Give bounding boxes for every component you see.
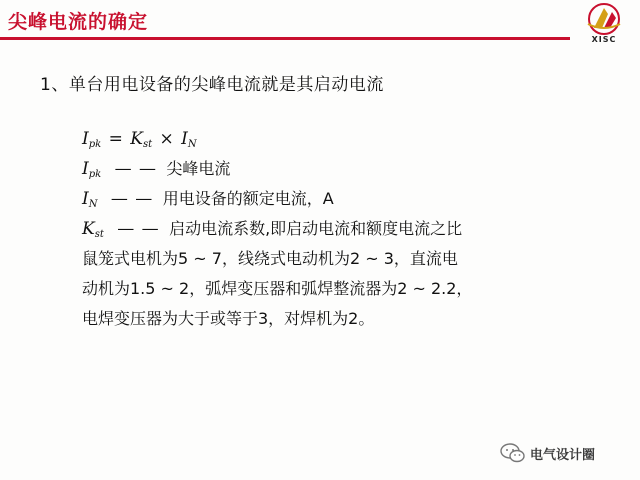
definition-symbol: I: [82, 189, 89, 209]
definition-ipk: [82, 154, 602, 184]
continuation-line: [82, 274, 602, 304]
logo-text: XISC: [591, 35, 617, 44]
definition-subscript: pk: [88, 169, 102, 180]
definition-kst: [82, 214, 602, 244]
formula-in-symbol: I: [181, 129, 188, 149]
continuation-line: [82, 244, 602, 274]
definition-dash: — —: [110, 189, 154, 209]
formula-line: [82, 124, 602, 154]
formula-k-symbol: K: [130, 129, 143, 149]
title-underline: [0, 37, 570, 40]
section-heading: 1、单台用电设备的尖峰电流就是其启动电流: [40, 75, 384, 95]
watermark: [500, 440, 630, 468]
continuation-text: 电焊变压器为大于或等于3，对焊机为2。: [82, 309, 375, 328]
definition-subscript: N: [88, 199, 98, 210]
definition-text: 用电设备的额定电流，A: [162, 189, 334, 208]
definition-symbol: K: [82, 219, 95, 239]
slide-title: 尖峰电流的确定: [8, 11, 149, 33]
definition-subscript: st: [94, 229, 104, 240]
logo-emblem-icon: [574, 2, 634, 36]
continuation-text: 动机为1.5 ~ 2，弧焊变压器和弧焊整流器为2 ~ 2.2，: [82, 279, 473, 298]
definition-text: 尖峰电流: [166, 159, 231, 178]
continuation-line: [82, 304, 602, 334]
formula-in-subscript: N: [187, 139, 197, 150]
formula-times: ×: [159, 129, 174, 149]
watermark-text: 电气设计圈: [530, 448, 596, 463]
wechat-icon: [500, 442, 526, 464]
definition-symbol: I: [82, 159, 89, 179]
formula-equals: =: [108, 129, 123, 149]
formula-lhs-subscript: pk: [88, 139, 102, 150]
definition-dash: — —: [117, 219, 160, 239]
institution-logo: [574, 2, 634, 48]
continuation-text: 鼠笼式电机为5 ~ 7，线绕式电动机为2 ~ 3，直流电: [82, 249, 458, 268]
formula-k-subscript: st: [142, 139, 153, 150]
definition-text: 启动电流系数,即启动电流和额度电流之比: [169, 219, 463, 238]
formula-lhs-symbol: I: [82, 129, 89, 149]
definition-dash: — —: [114, 159, 157, 179]
slide-header: [0, 0, 640, 40]
formula-block: [82, 124, 602, 334]
definition-in: [82, 184, 602, 214]
